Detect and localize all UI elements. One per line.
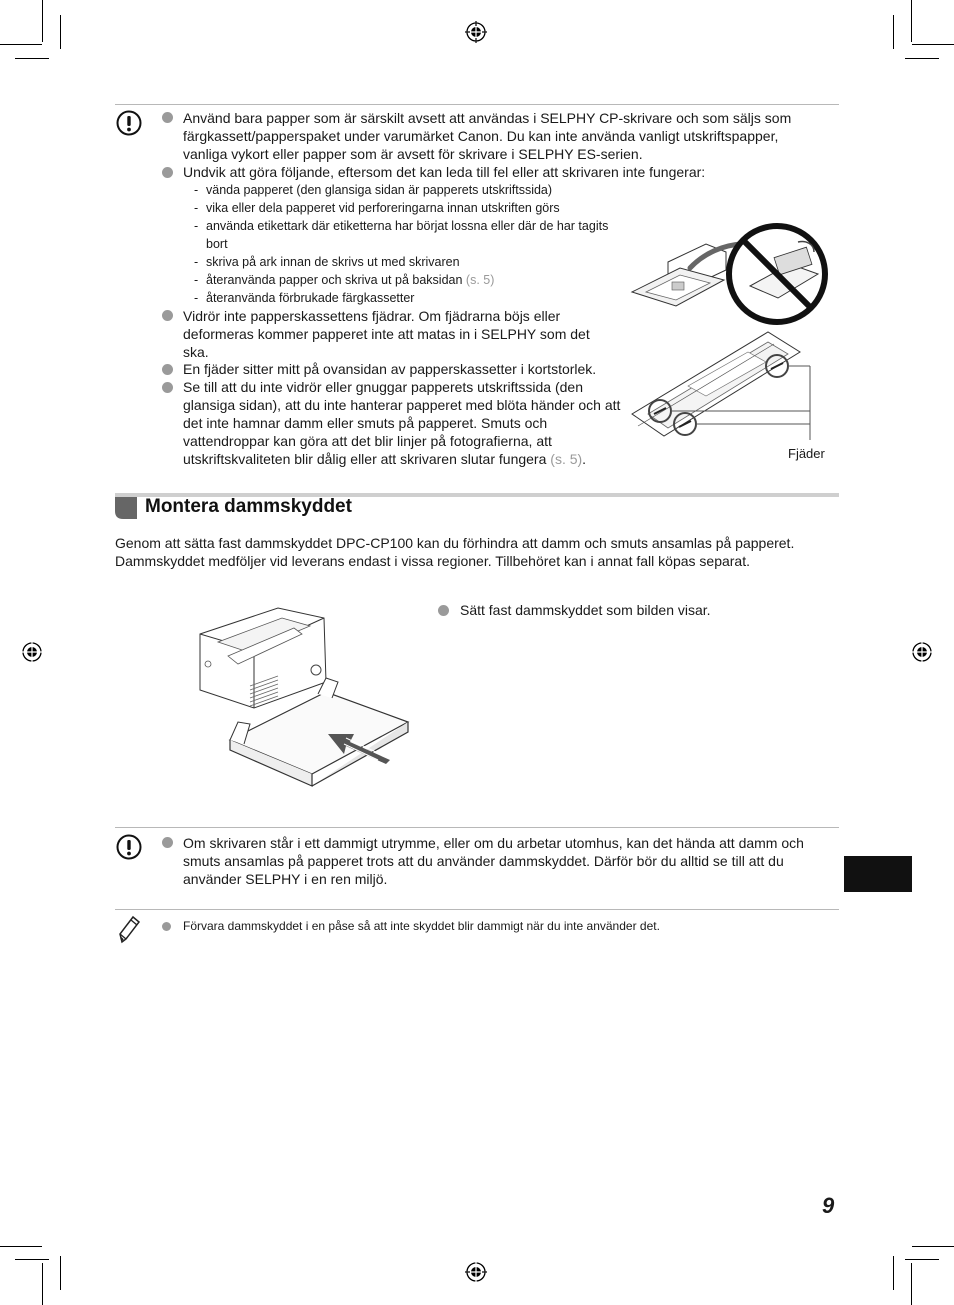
sub-item-text: skriva på ark innan de skrivs ut med skrivaren <box>206 255 460 269</box>
figure-label: Fjäder <box>788 446 825 461</box>
dust-cover-illustration <box>198 604 414 790</box>
crop-mark <box>0 1246 42 1247</box>
sub-item-text: vända papperet (den glansiga sidan är papperets utskriftssida) <box>206 183 553 197</box>
bullet-dot <box>162 364 173 375</box>
bullet-dot <box>162 167 173 178</box>
pencil-icon <box>118 914 142 944</box>
sub-item: - <box>194 183 199 197</box>
sub-item-text: använda etikettark där etiketterna har börjat lossna eller där de har tagits bort <box>206 219 609 251</box>
sub-item: - <box>194 201 199 215</box>
page-reference-link[interactable]: (s. 5) <box>550 451 583 467</box>
cassette-spring-illustration <box>628 330 834 445</box>
crop-mark <box>911 0 912 42</box>
registration-mark-icon <box>21 641 43 663</box>
crop-mark <box>15 1259 49 1260</box>
section-marker-icon <box>115 497 137 519</box>
notice-bullet: Undvik att göra följande, eftersom det kan leda till fel eller att skrivaren inte fungerar: <box>183 164 706 180</box>
no-insert-illustration <box>628 222 832 330</box>
notice-top-rule <box>115 827 839 828</box>
page-reference-link[interactable]: (s. 5) <box>465 273 495 287</box>
crop-mark <box>42 0 43 42</box>
sub-item: - <box>194 291 199 305</box>
crop-mark <box>60 1256 61 1290</box>
crop-mark <box>893 1256 894 1290</box>
caution-icon <box>116 110 142 136</box>
sub-item-row <box>206 271 626 289</box>
notice-bullet-row <box>183 378 623 468</box>
registration-mark-icon <box>465 21 487 43</box>
step-instruction: Sätt fast dammskyddet som bilden visar. <box>460 602 711 618</box>
registration-mark-icon <box>911 641 933 663</box>
page-number: 9 <box>822 1193 835 1218</box>
section-intro: Genom att sätta fast dammskyddet DPC-CP100 kan du förhindra att damm och smuts ansamlas på papperet. Dammskyddet medföljer vid leverans endast i vissa regioner. Tillbehöret kan i annat fall köpas separat. <box>115 535 795 569</box>
crop-mark <box>905 58 939 59</box>
bullet-dot <box>162 112 173 123</box>
bullet-dot <box>162 837 173 848</box>
bullet-dot <box>438 605 449 616</box>
notice-bullet: Använd bara papper som är särskilt avsett att användas i SELPHY CP-skrivare och som säljs som färgkassett/papperspaket under varumärket Canon. Du kan inte använda vanligt utskriftspapper, vanliga vykort eller papper som är avsett för skrivare i SELPHY ES-serien. <box>183 110 792 162</box>
crop-mark <box>905 1259 939 1260</box>
sub-item-text: återanvända förbrukade färgkassetter <box>206 291 415 305</box>
crop-mark <box>893 15 894 49</box>
sub-item-text: vika eller dela papperet vid perforeringarna innan utskriften görs <box>206 201 560 215</box>
chapter-tab <box>844 856 912 892</box>
crop-mark <box>60 15 61 49</box>
notice-bullet: En fjäder sitter mitt på ovansidan av papperskassetter i kortstorlek. <box>183 361 597 377</box>
sentence-end: . <box>582 451 587 467</box>
sub-item: - <box>194 255 199 269</box>
crop-mark <box>912 44 954 45</box>
sub-item-text: återanvända papper och skriva ut på baksidan <box>206 273 463 287</box>
registration-mark-icon <box>465 1261 487 1283</box>
sub-item: - <box>194 219 199 233</box>
sub-item: - <box>194 273 199 287</box>
bullet-dot <box>162 382 173 393</box>
crop-mark <box>912 1246 954 1247</box>
notice-bullet: Om skrivaren står i ett dammigt utrymme, eller om du arbetar utomhus, kan det hända att damm och smuts ansamlas på papperet trots att du använder dammskyddet. Därför bör du alltid se till att du använder SELPHY i en ren miljö. <box>183 835 804 887</box>
memo-text: Förvara dammskyddet i en påse så att inte skyddet blir dammigt när du inte använder det. <box>183 919 660 933</box>
notice-top-rule <box>115 104 839 105</box>
crop-mark <box>42 1263 43 1305</box>
bullet-dot <box>162 310 173 321</box>
notice-bullet: Vidrör inte papperskassettens fjädrar. Om fjädrarna böjs eller deformeras kommer papperet inte att matas in i SELPHY som det ska. <box>183 308 590 360</box>
crop-mark <box>15 58 49 59</box>
crop-mark <box>911 1263 912 1305</box>
notice-bullet: Se till att du inte vidrör eller gnuggar papperets utskriftssida (den glansiga sidan), att du inte hanterar papperet med blöta händer och att det inte hamnar damm eller smuts på papperet. Smuts och vattendroppar kan göra att det blir linjer på fotografierna, att utskriftskvaliteten blir dålig eller att skrivaren slutar fungera <box>183 379 621 467</box>
bullet-dot <box>162 922 171 931</box>
caution-icon <box>116 834 142 860</box>
crop-mark <box>0 44 42 45</box>
memo-top-rule <box>115 909 839 910</box>
section-title: Montera dammskyddet <box>145 496 352 517</box>
